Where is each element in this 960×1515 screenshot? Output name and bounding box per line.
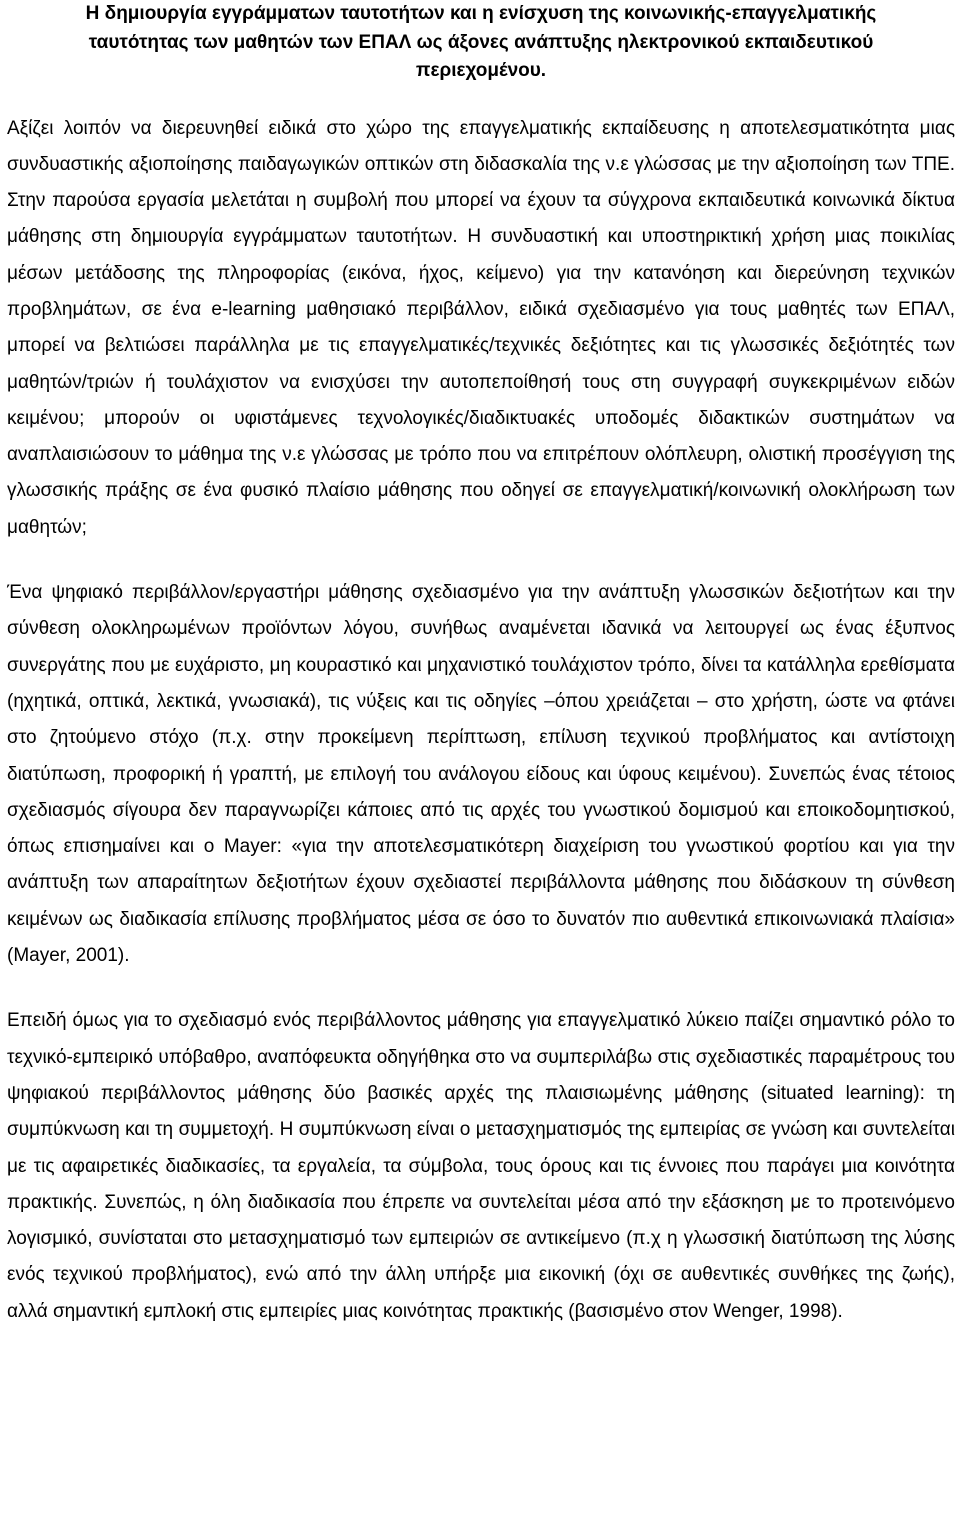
document-page: [7, 0, 955, 1330]
heading-line: περιεχομένου.: [415, 60, 547, 81]
heading-line: ταυτότητας των μαθητών των ΕΠΑΛ ως άξονες ανάπτυξης ηλεκτρονικού εκπαιδευτικού: [88, 31, 874, 53]
paragraph-2: Ένα ψηφιακό περιβάλλον/εργαστήρι μάθησης σχεδιασμένο για την ανάπτυξη γλωσσικών δεξιοτήτων και την σύνθεση ολοκληρωμένων προϊόντων λόγου, συνήθως αναμένεται ιδανικά να λειτουργεί ως ένας έξυπνος συνεργάτης που με ευχάριστο, μη κουραστικό και μηχανιστικό τουλάχιστον τρόπο, δίνει τα κατάλληλα ερεθίσματα (ηχητικά, οπτικά, λεκτικά, γνωσιακά), τις νύξεις και τις οδηγίες –όπου χρειάζεται – στο χρήστη, ώστε να φτάνει στο ζητούμενο στόχο (π.χ. στην προκείμενη περίπτωση, επίλυση τεχνικού προβλήματος και αντίστοιχη διατύπωση, προφορική ή γραπτή, με επιλογή του ανάλογου είδους και ύφους κειμένου). Συνεπώς ένας τέτοιος σχεδιασμός σίγουρα δεν παραγνωρίζει κάποιες από τις αρχές του γνωστικού δομισμού και εποικοδομητισκού, όπως επισημαίνει και ο Mayer: «για την αποτελεσματικότερη διαχείριση του γνωστικού φορτίου και για την ανάπτυξη των απαραίτητων δεξιοτήτων έχουν σχεδιαστεί περιβάλλοντα μάθησης που διδάσκουν τη σύνθεση κειμένων ως διαδικασία επίλυσης προβλήματος μέσα σε όσο το δυνατόν πιο αυθεντικά επικοινωνιακά πλαίσια» (Mayer, 2001).: [7, 582, 955, 967]
paragraph-1: Αξίζει λοιπόν να διερευνηθεί ειδικά στο χώρο της επαγγελματικής εκπαίδευσης η αποτελεσματικότητα μιας συνδυαστικής αξιοποίησης παιδαγωγικών οπτικών στη διδασκαλία της ν.ε γλώσσας με την αξιοποίηση των ΤΠΕ. Στην παρούσα εργασία μελετάται η συμβολή που μπορεί να έχουν τα σύγχρονα εκπαιδευτικά κοινωνικά δίκτυα μάθησης στη δημιουργία εγγράμματων ταυτοτήτων. Η συνδυαστική και υποστηρικτική χρήση μιας ποικιλίας μέσων μετάδοσης της πληροφορίας (εικόνα, ήχος, κείμενο) για την κατανόηση και διερεύνηση τεχνικών προβλημάτων, σε ένα e-learning μαθησιακό περιβάλλον, ειδικά σχεδιασμένο για τους μαθητές των ΕΠΑΛ, μπορεί να βελτιώσει παράλληλα με τις επαγγελματικές/τεχνικές δεξιότητες και τις γλωσσικές δεξιότητές των μαθητών/τριών ή τουλάχιστον να ενισχύσει την αυτοπεποίθησή τους στη συγγραφή συγκεκριμένων ειδών κειμένου; μπορούν οι υφιστάμενες τεχνολογικές/διαδικτυακές υποδομές διδακτικών συστημάτων να αναπλαισιώσουν το μάθημα της ν.ε γλώσσας με τρόπο που να επιτρέπουν ολόπλευρη, ολιστική προσέγγιση της γλωσσικής πράξης σε ένα φυσικό πλαίσιο μάθησης που οδηγεί σε επαγγελματική/κοινωνική ολοκλήρωση των μαθητών;: [7, 117, 955, 538]
document-heading: [7, 0, 955, 86]
paragraph-3: Επειδή όμως για το σχεδιασμό ενός περιβάλλοντος μάθησης για επαγγελματικό λύκειο παίζει σημαντικό ρόλο το τεχνικό-εμπειρικό υπόβαθρο, αναπόφευκτα οδηγήθηκα στο να συμπεριλάβω στις σχεδιαστικές παραμέτρους του ψηφιακού περιβάλλοντος μάθησης δύο βασικές αρχές της πλαισιωμένης μάθησης (situated learning): τη συμπύκνωση και τη συμμετοχή. Η συμπύκνωση είναι ο μετασχηματισμός της εμπειρίας σε γνώση και συντελείται με τις αφαιρετικές διαδικασίες, τα εργαλεία, τα σύμβολα, τους όρους και τις έννοιες που παράγει μια κοινότητα πρακτικής. Συνεπώς, η όλη διαδικασία που έπρεπε να συντελείται μέσα από την εξάσκηση με το προτεινόμενο λογισμικό, συνίσταται στο μετασχηματισμό των εμπειριών σε αντικείμενο (π.χ η γλωσσική διατύπωση της λύσης ενός τεχνικού προβλήματος), ενώ από την άλλη υπήρξε μια εικονική (όχι σε αυθεντικές συνθήκες της ζωής), αλλά σημαντική εμπλοκή στις εμπειρίες μιας κοινότητας πρακτικής (βασισμένο στον Wenger, 1998).: [7, 1010, 955, 1322]
heading-line: Η δημιουργία εγγράμματων ταυτοτήτων και η ενίσχυση της κοινωνικής-επαγγελματικής: [85, 3, 877, 24]
